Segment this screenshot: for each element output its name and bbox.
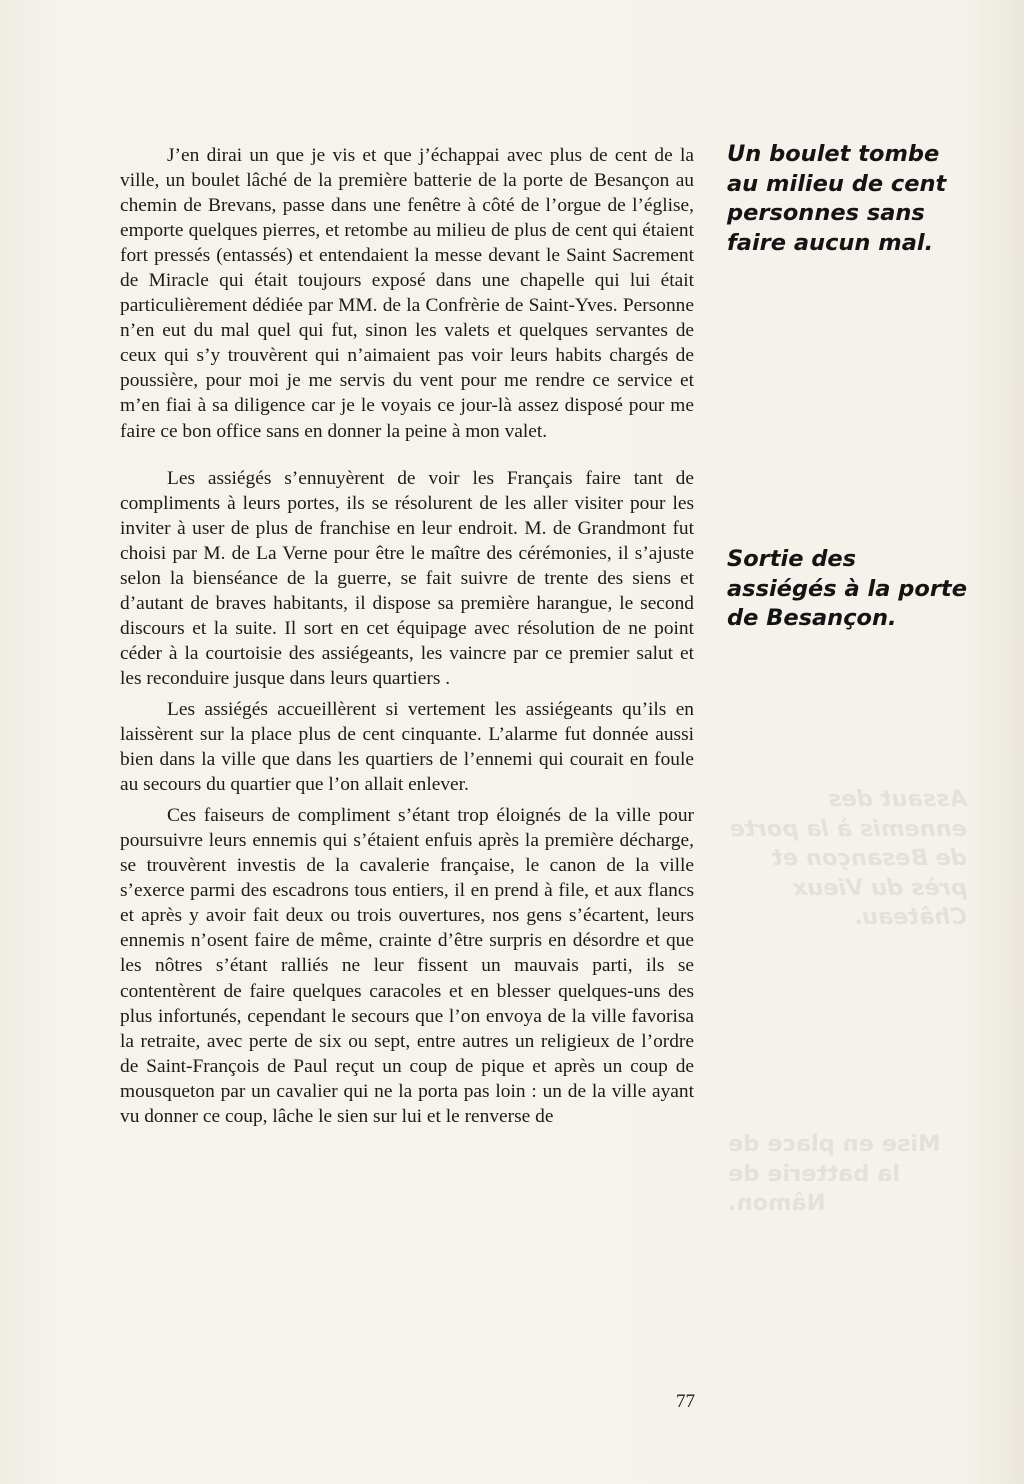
margin-note-cannonball: Un boulet tombe au milieu de cent personnes sans faire aucun mal. xyxy=(727,141,947,256)
paragraph-2: Les assiégés s’ennuyèrent de voir les Français faire tant de compliments à leurs portes, ils se résolurent de les aller visiter pour les inviter à user de plus de franchise en leur endroit. M. de Grandmont fut choisi par M. de La Verne pour être le maître des cérémonies, il s’ajuste selon la bienséance de la guerre, se fait suivre de trente des siens et d’autant de braves habitants, il dispose sa première harangue, le second discours et la suite. Il sort en cet équipage avec résolution de ne point céder à la courtoisie des assiégeants, les vaincre par ce premier salut et les reconduire jusque dans leurs quartiers . xyxy=(120,467,694,689)
margin-note-sortie: Sortie des assiégés à la porte de Besançon. xyxy=(727,546,967,631)
paragraph-4: Ces faiseurs de compliment s’étant trop éloignés de la ville pour poursuivre leurs ennemis qui s’étaient enfuis après la première décharge, se trouvèrent investis de la cavalerie française, le canon de la ville s’exerce parmi des escadrons tous entiers, il en prend à file, et aux flancs et après y avoir fait deux ou trois ouvertures, nos gens s’écartent, leurs ennemis n’osent faire de même, crainte d’être surpris en désordre et que les nôtres s’étant ralliés ne leur fissent un mauvais parti, ils se contentèrent de faire quelques caracoles et en blesser quelques-uns des plus infortunés, cependant le secours que l’on envoya de la ville favorisa la retraite, avec perte de six ou sept, entre autres un religieux de l’ordre de Saint-François de Paul reçut un coup de pique et après un coup de mousqueton par un cavalier qui ne la porta pas loin : un de la ville ayant vu donner ce coup, lâche le sien sur lui et le renverse de xyxy=(120,805,694,1127)
show-through-note-assault: Assaut des ennemis à la porte de Besançon et près du Vieux Château. xyxy=(729,786,967,930)
page-number: 77 xyxy=(676,1391,695,1412)
paragraph-1: J’en dirai un que je vis et que j’échappai avec plus de cent de la ville, un boulet lâché de la première batterie de la porte de Besançon au chemin de Brevans, passe dans une fenêtre à côté de l’orgue de l’église, emporte quelques pierres, et retombe au milieu de plus de cent qui étaient fort pressés (entassés) et entendaient la messe devant le Saint Sacrement de Miracle qui était toujours exposé dans une chapelle qui lui était particulièrement dédiée par MM. de la Confrèrie de Saint-Yves. Personne n’en eut du mal quel qui fut, sinon les valets et quelques servantes de ceux qui s’y trouvèrent qui n’aimaient pas voir leurs habits chargés de poussière, pour moi je me servis du vent pour me rendre ce service et m’en fiai à sa diligence car je le voyais ce jour-là assez disposé pour me faire ce bon office sans en donner la peine à mon valet. xyxy=(120,145,694,442)
main-text-column xyxy=(120,143,694,1129)
show-through-note-battery: Mise en place de la batterie de Nâmon. xyxy=(728,1131,941,1216)
paragraph-3: Les assiégés accueillèrent si vertement les assiégeants qu’ils en laissèrent sur la place plus de cent cinquante. L’alarme fut donnée aussi bien dans la ville que dans les quartiers de l’ennemi qui courait en foule au secours du quartier que l’on allait enlever. xyxy=(120,698,694,796)
